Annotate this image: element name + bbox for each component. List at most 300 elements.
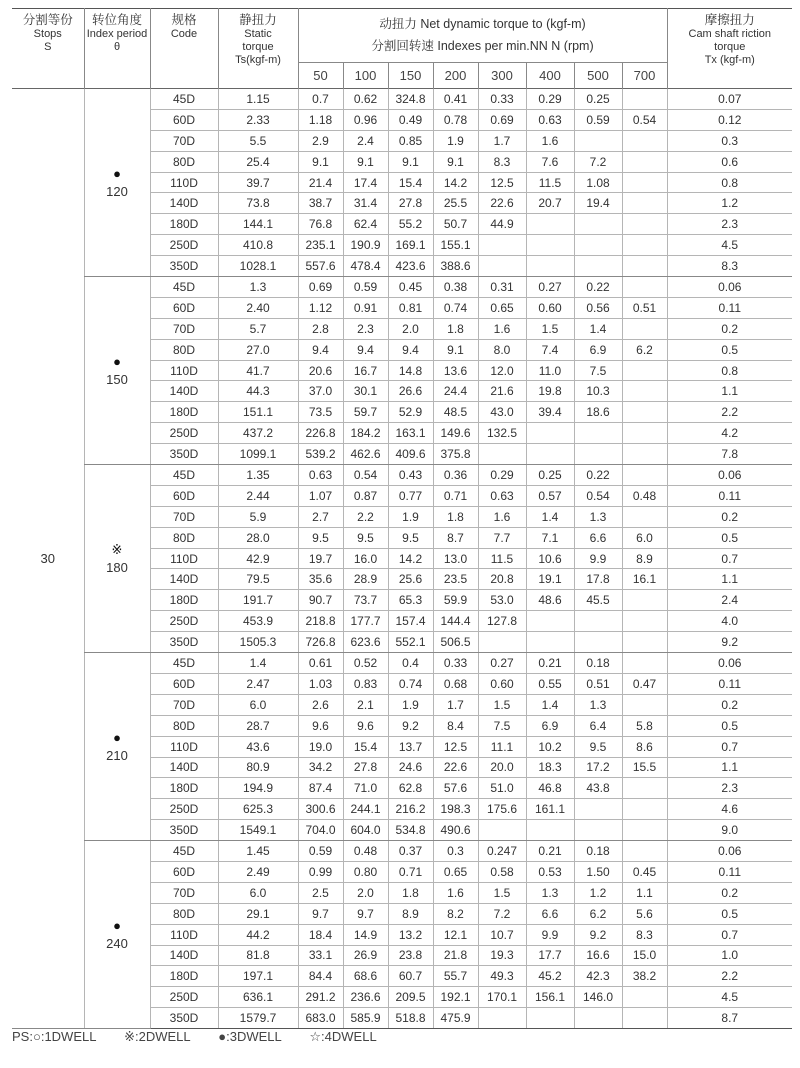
dynamic-torque-cell: 10.6: [526, 548, 574, 569]
dynamic-torque-cell: 25.5: [433, 193, 478, 214]
dynamic-torque-cell: 87.4: [298, 778, 343, 799]
code-cell: 350D: [150, 256, 218, 277]
friction-torque-cell: 0.06: [667, 653, 792, 674]
code-cell: 110D: [150, 172, 218, 193]
dynamic-torque-cell: 1.18: [298, 109, 343, 130]
dynamic-torque-cell: 59.7: [343, 402, 388, 423]
friction-torque-cell: 9.0: [667, 820, 792, 841]
dynamic-torque-cell: 127.8: [478, 611, 526, 632]
index-period-value: 150: [106, 371, 128, 387]
code-cell: 350D: [150, 820, 218, 841]
legend: [12, 1029, 401, 1045]
dynamic-torque-cell: 0.18: [574, 841, 622, 862]
static-torque-cell: 1028.1: [218, 256, 298, 277]
dynamic-torque-cell: 0.31: [478, 277, 526, 298]
dynamic-torque-cell: 1.5: [478, 882, 526, 903]
dynamic-torque-cell: 0.57: [526, 485, 574, 506]
dynamic-torque-cell: 6.2: [622, 339, 667, 360]
dynamic-torque-cell: 557.6: [298, 256, 343, 277]
dynamic-torque-cell: 0.37: [388, 841, 433, 862]
speed-header: 150: [388, 63, 433, 89]
dynamic-torque-cell: [526, 1008, 574, 1029]
dynamic-torque-cell: 0.53: [526, 861, 574, 882]
dynamic-torque-cell: [622, 214, 667, 235]
dynamic-torque-cell: 44.9: [478, 214, 526, 235]
dynamic-torque-cell: 1.4: [526, 694, 574, 715]
dynamic-torque-cell: [622, 89, 667, 110]
dynamic-torque-cell: 45.2: [526, 966, 574, 987]
dynamic-torque-cell: 24.4: [433, 381, 478, 402]
dynamic-torque-cell: [622, 172, 667, 193]
dynamic-torque-cell: 0.21: [526, 653, 574, 674]
dynamic-torque-cell: 2.5: [298, 882, 343, 903]
dynamic-torque-cell: 1.8: [433, 318, 478, 339]
code-cell: 250D: [150, 235, 218, 256]
friction-torque-cell: 7.8: [667, 444, 792, 465]
dynamic-torque-cell: 7.5: [574, 360, 622, 381]
dynamic-torque-cell: 15.4: [343, 736, 388, 757]
friction-torque-cell: 1.1: [667, 757, 792, 778]
dynamic-torque-cell: 190.9: [343, 235, 388, 256]
dynamic-torque-cell: 0.63: [526, 109, 574, 130]
dynamic-torque-cell: 38.2: [622, 966, 667, 987]
dynamic-torque-cell: [622, 444, 667, 465]
dynamic-torque-cell: 9.5: [343, 527, 388, 548]
dynamic-torque-cell: 48.6: [526, 590, 574, 611]
dynamic-torque-cell: 475.9: [433, 1008, 478, 1029]
code-cell: 80D: [150, 527, 218, 548]
dynamic-torque-cell: [478, 1008, 526, 1029]
friction-torque-cell: 0.5: [667, 715, 792, 736]
dynamic-torque-cell: 1.9: [388, 694, 433, 715]
dynamic-torque-cell: 37.0: [298, 381, 343, 402]
dynamic-torque-cell: [478, 235, 526, 256]
dynamic-torque-cell: 0.63: [298, 465, 343, 486]
dynamic-torque-cell: 0.54: [343, 465, 388, 486]
friction-torque-cell: 1.1: [667, 381, 792, 402]
static-torque-cell: 1579.7: [218, 1008, 298, 1029]
friction-torque-cell: 0.06: [667, 841, 792, 862]
dynamic-torque-cell: 1.6: [526, 130, 574, 151]
dynamic-torque-cell: 9.1: [298, 151, 343, 172]
dynamic-torque-cell: 73.5: [298, 402, 343, 423]
dynamic-torque-cell: 216.2: [388, 799, 433, 820]
static-torque-cell: 2.40: [218, 297, 298, 318]
friction-torque-cell: 0.06: [667, 465, 792, 486]
dynamic-torque-cell: 15.0: [622, 945, 667, 966]
dynamic-torque-cell: 9.5: [298, 527, 343, 548]
static-torque-cell: 2.47: [218, 673, 298, 694]
code-cell: 140D: [150, 945, 218, 966]
dynamic-torque-cell: 33.1: [298, 945, 343, 966]
dynamic-torque-cell: 209.5: [388, 987, 433, 1008]
table-row: [12, 841, 792, 862]
code-cell: 60D: [150, 673, 218, 694]
dynamic-torque-cell: 43.8: [574, 778, 622, 799]
dynamic-torque-cell: 726.8: [298, 632, 343, 653]
dynamic-torque-cell: 0.96: [343, 109, 388, 130]
code-cell: 70D: [150, 694, 218, 715]
dynamic-torque-cell: 506.5: [433, 632, 478, 653]
static-torque-cell: 39.7: [218, 172, 298, 193]
code-cell: 45D: [150, 465, 218, 486]
dynamic-torque-cell: 1.4: [526, 506, 574, 527]
friction-torque-cell: 8.7: [667, 1008, 792, 1029]
dynamic-torque-cell: 8.3: [478, 151, 526, 172]
dynamic-torque-cell: 585.9: [343, 1008, 388, 1029]
static-torque-cell: 80.9: [218, 757, 298, 778]
friction-torque-cell: 2.3: [667, 778, 792, 799]
dynamic-torque-cell: 0.80: [343, 861, 388, 882]
static-torque-cell: 636.1: [218, 987, 298, 1008]
dynamic-torque-cell: 0.87: [343, 485, 388, 506]
dynamic-torque-cell: 53.0: [478, 590, 526, 611]
table-row: [12, 465, 792, 486]
dynamic-torque-cell: 20.0: [478, 757, 526, 778]
friction-torque-cell: 0.2: [667, 694, 792, 715]
code-cell: 45D: [150, 841, 218, 862]
speed-header: 500: [574, 63, 622, 89]
dynamic-torque-cell: 13.6: [433, 360, 478, 381]
dynamic-torque-cell: 0.59: [298, 841, 343, 862]
dynamic-torque-cell: 218.8: [298, 611, 343, 632]
static-torque-cell: 453.9: [218, 611, 298, 632]
dynamic-torque-cell: 161.1: [526, 799, 574, 820]
dynamic-torque-cell: 0.85: [388, 130, 433, 151]
friction-torque-cell: 0.07: [667, 89, 792, 110]
dynamic-torque-cell: 0.78: [433, 109, 478, 130]
dynamic-torque-cell: 17.2: [574, 757, 622, 778]
dynamic-torque-cell: 177.7: [343, 611, 388, 632]
dynamic-torque-cell: 13.7: [388, 736, 433, 757]
dynamic-torque-cell: 0.54: [574, 485, 622, 506]
dynamic-torque-cell: 7.2: [574, 151, 622, 172]
dynamic-torque-cell: 462.6: [343, 444, 388, 465]
index-period-cell: [84, 465, 150, 653]
dynamic-torque-cell: [526, 214, 574, 235]
dynamic-torque-cell: 55.2: [388, 214, 433, 235]
dynamic-torque-cell: 46.8: [526, 778, 574, 799]
dynamic-torque-cell: 11.5: [478, 548, 526, 569]
dynamic-torque-cell: 170.1: [478, 987, 526, 1008]
dynamic-torque-cell: 236.6: [343, 987, 388, 1008]
dynamic-torque-cell: 0.25: [574, 89, 622, 110]
dynamic-torque-cell: 0.45: [622, 861, 667, 882]
dynamic-torque-cell: 0.68: [433, 673, 478, 694]
static-torque-cell: 1505.3: [218, 632, 298, 653]
dynamic-torque-cell: 9.5: [388, 527, 433, 548]
dynamic-torque-cell: 14.9: [343, 924, 388, 945]
dynamic-torque-cell: 71.0: [343, 778, 388, 799]
dynamic-torque-cell: 388.6: [433, 256, 478, 277]
dynamic-torque-cell: [622, 799, 667, 820]
dynamic-torque-cell: 1.12: [298, 297, 343, 318]
dynamic-torque-cell: [526, 820, 574, 841]
dynamic-torque-cell: 9.1: [343, 151, 388, 172]
dynamic-torque-cell: 9.5: [574, 736, 622, 757]
dynamic-torque-cell: 12.0: [478, 360, 526, 381]
reference-mark-icon: ※: [111, 541, 123, 557]
dynamic-torque-cell: 73.7: [343, 590, 388, 611]
dynamic-torque-cell: 0.29: [526, 89, 574, 110]
dynamic-torque-cell: 18.3: [526, 757, 574, 778]
dynamic-torque-cell: 19.0: [298, 736, 343, 757]
static-torque-cell: 5.5: [218, 130, 298, 151]
friction-torque-cell: 4.0: [667, 611, 792, 632]
dynamic-torque-cell: 155.1: [433, 235, 478, 256]
dynamic-torque-cell: 0.27: [526, 277, 574, 298]
static-torque-cell: 5.9: [218, 506, 298, 527]
static-torque-cell: 44.2: [218, 924, 298, 945]
friction-torque-cell: 4.6: [667, 799, 792, 820]
legend-label: :1DWELL: [40, 1029, 97, 1044]
friction-torque-cell: 0.5: [667, 339, 792, 360]
dynamic-torque-cell: [622, 360, 667, 381]
dynamic-torque-cell: 534.8: [388, 820, 433, 841]
table-row: [12, 89, 792, 110]
dynamic-torque-cell: 0.69: [298, 277, 343, 298]
dynamic-torque-cell: 6.6: [574, 527, 622, 548]
code-cell: 70D: [150, 882, 218, 903]
dynamic-torque-cell: 39.4: [526, 402, 574, 423]
dynamic-torque-cell: 6.4: [574, 715, 622, 736]
dynamic-torque-cell: 0.65: [478, 297, 526, 318]
dynamic-torque-cell: 55.7: [433, 966, 478, 987]
static-torque-header: 静扭力 Static torque Ts(kgf-m): [218, 9, 298, 89]
dynamic-torque-cell: 8.9: [388, 903, 433, 924]
dynamic-torque-cell: 14.2: [388, 548, 433, 569]
code-cell: 80D: [150, 903, 218, 924]
code-cell: 60D: [150, 109, 218, 130]
dynamic-torque-cell: 169.1: [388, 235, 433, 256]
dynamic-torque-cell: 375.8: [433, 444, 478, 465]
dynamic-torque-cell: [622, 277, 667, 298]
static-torque-cell: 1.15: [218, 89, 298, 110]
dynamic-torque-cell: 9.4: [388, 339, 433, 360]
code-cell: 180D: [150, 590, 218, 611]
friction-torque-cell: 0.11: [667, 673, 792, 694]
dynamic-torque-cell: 0.48: [343, 841, 388, 862]
friction-torque-cell: 0.7: [667, 924, 792, 945]
dynamic-torque-cell: [574, 1008, 622, 1029]
dynamic-torque-cell: 0.41: [433, 89, 478, 110]
dynamic-torque-cell: 0.22: [574, 465, 622, 486]
dynamic-torque-cell: 21.8: [433, 945, 478, 966]
dynamic-torque-cell: 1.03: [298, 673, 343, 694]
dynamic-torque-cell: 9.1: [433, 151, 478, 172]
dynamic-torque-cell: [574, 611, 622, 632]
dynamic-torque-cell: 0.55: [526, 673, 574, 694]
dynamic-torque-cell: 14.8: [388, 360, 433, 381]
dynamic-torque-cell: 0.27: [478, 653, 526, 674]
dynamic-torque-cell: 12.5: [478, 172, 526, 193]
dynamic-torque-cell: 13.2: [388, 924, 433, 945]
static-torque-cell: 1.45: [218, 841, 298, 862]
dynamic-torque-cell: 62.4: [343, 214, 388, 235]
friction-torque-cell: 9.2: [667, 632, 792, 653]
friction-torque-cell: 2.3: [667, 214, 792, 235]
dynamic-torque-cell: 192.1: [433, 987, 478, 1008]
dynamic-torque-cell: 8.6: [622, 736, 667, 757]
dynamic-torque-cell: 0.45: [388, 277, 433, 298]
dynamic-torque-cell: 19.8: [526, 381, 574, 402]
dynamic-torque-cell: 16.0: [343, 548, 388, 569]
dynamic-torque-cell: 2.9: [298, 130, 343, 151]
dynamic-torque-cell: 175.6: [478, 799, 526, 820]
dynamic-torque-cell: 49.3: [478, 966, 526, 987]
friction-torque-cell: 0.06: [667, 277, 792, 298]
friction-torque-cell: 2.2: [667, 966, 792, 987]
dynamic-torque-cell: 2.7: [298, 506, 343, 527]
dynamic-torque-cell: [526, 256, 574, 277]
dynamic-torque-cell: 0.3: [433, 841, 478, 862]
dynamic-torque-cell: 300.6: [298, 799, 343, 820]
dynamic-torque-cell: 59.9: [433, 590, 478, 611]
code-cell: 140D: [150, 193, 218, 214]
code-cell: 180D: [150, 778, 218, 799]
dynamic-torque-cell: 0.43: [388, 465, 433, 486]
dynamic-torque-cell: [622, 465, 667, 486]
dynamic-torque-cell: 9.2: [574, 924, 622, 945]
friction-torque-cell: 1.0: [667, 945, 792, 966]
index-period-value: 210: [106, 747, 128, 763]
code-cell: 70D: [150, 130, 218, 151]
dynamic-torque-cell: 149.6: [433, 423, 478, 444]
dynamic-torque-cell: 226.8: [298, 423, 343, 444]
dynamic-torque-cell: 13.0: [433, 548, 478, 569]
dynamic-torque-cell: 0.77: [388, 485, 433, 506]
dynamic-torque-cell: 0.81: [388, 297, 433, 318]
dynamic-torque-cell: [526, 235, 574, 256]
dynamic-torque-cell: 0.60: [526, 297, 574, 318]
dynamic-torque-cell: 7.7: [478, 527, 526, 548]
dynamic-torque-cell: 0.52: [343, 653, 388, 674]
dynamic-torque-cell: 1.2: [574, 882, 622, 903]
code-cell: 80D: [150, 715, 218, 736]
dynamic-torque-cell: 0.56: [574, 297, 622, 318]
dynamic-torque-cell: 1.3: [574, 694, 622, 715]
dynamic-torque-cell: 7.2: [478, 903, 526, 924]
dynamic-torque-cell: 2.3: [343, 318, 388, 339]
dynamic-torque-cell: 0.22: [574, 277, 622, 298]
filled-circle-icon: ●: [113, 165, 121, 181]
static-torque-cell: 197.1: [218, 966, 298, 987]
friction-torque-cell: 0.3: [667, 130, 792, 151]
dynamic-torque-cell: 17.7: [526, 945, 574, 966]
friction-torque-cell: 0.8: [667, 172, 792, 193]
code-cell: 250D: [150, 987, 218, 1008]
static-torque-cell: 437.2: [218, 423, 298, 444]
friction-torque-cell: 0.5: [667, 903, 792, 924]
static-torque-cell: 625.3: [218, 799, 298, 820]
dynamic-torque-cell: 50.7: [433, 214, 478, 235]
friction-torque-cell: 0.2: [667, 882, 792, 903]
dynamic-torque-cell: 52.9: [388, 402, 433, 423]
dynamic-torque-cell: 9.7: [343, 903, 388, 924]
dynamic-torque-cell: 6.9: [526, 715, 574, 736]
static-torque-cell: 2.44: [218, 485, 298, 506]
static-torque-cell: 151.1: [218, 402, 298, 423]
dynamic-torque-cell: 5.6: [622, 903, 667, 924]
dynamic-torque-cell: 1.9: [388, 506, 433, 527]
code-cell: 180D: [150, 214, 218, 235]
dynamic-torque-cell: 5.8: [622, 715, 667, 736]
static-torque-cell: 2.49: [218, 861, 298, 882]
dynamic-torque-cell: 31.4: [343, 193, 388, 214]
dynamic-torque-cell: [622, 318, 667, 339]
dynamic-torque-cell: 15.4: [388, 172, 433, 193]
dynamic-torque-cell: [622, 151, 667, 172]
dynamic-torque-cell: 9.1: [388, 151, 433, 172]
friction-torque-cell: 0.7: [667, 736, 792, 757]
dynamic-torque-cell: 552.1: [388, 632, 433, 653]
static-torque-cell: 25.4: [218, 151, 298, 172]
code-cell: 60D: [150, 861, 218, 882]
friction-torque-cell: 0.6: [667, 151, 792, 172]
legend-item: [33, 1029, 97, 1044]
index-period-cell: [84, 841, 150, 1029]
dynamic-torque-cell: 20.8: [478, 569, 526, 590]
dynamic-torque-cell: [478, 256, 526, 277]
dynamic-torque-cell: 10.3: [574, 381, 622, 402]
dynamic-torque-cell: 6.2: [574, 903, 622, 924]
dynamic-torque-cell: 0.33: [478, 89, 526, 110]
static-torque-cell: 73.8: [218, 193, 298, 214]
dynamic-torque-cell: 65.3: [388, 590, 433, 611]
dynamic-torque-cell: 0.59: [343, 277, 388, 298]
dynamic-torque-cell: [622, 381, 667, 402]
static-torque-cell: 43.6: [218, 736, 298, 757]
dynamic-torque-cell: 9.9: [574, 548, 622, 569]
dynamic-torque-cell: 0.99: [298, 861, 343, 882]
code-cell: 140D: [150, 381, 218, 402]
index-period-value: 240: [106, 935, 128, 951]
dynamic-torque-cell: 18.6: [574, 402, 622, 423]
friction-torque-cell: 8.3: [667, 256, 792, 277]
dynamic-torque-cell: 0.61: [298, 653, 343, 674]
static-torque-cell: 81.8: [218, 945, 298, 966]
code-cell: 110D: [150, 548, 218, 569]
code-cell: 180D: [150, 402, 218, 423]
code-cell: 80D: [150, 151, 218, 172]
dynamic-torque-cell: [622, 841, 667, 862]
code-cell: 110D: [150, 924, 218, 945]
dynamic-torque-cell: 0.38: [433, 277, 478, 298]
dynamic-torque-cell: 0.71: [433, 485, 478, 506]
dynamic-torque-cell: 1.8: [388, 882, 433, 903]
dynamic-torque-cell: 539.2: [298, 444, 343, 465]
legend-item: [309, 1029, 376, 1044]
dynamic-torque-cell: 0.83: [343, 673, 388, 694]
dynamic-torque-cell: 24.6: [388, 757, 433, 778]
friction-torque-cell: 0.2: [667, 318, 792, 339]
dynamic-torque-cell: 198.3: [433, 799, 478, 820]
dynamic-torque-cell: 0.47: [622, 673, 667, 694]
dynamic-torque-cell: 1.7: [478, 130, 526, 151]
dynamic-torque-cell: 478.4: [343, 256, 388, 277]
dynamic-torque-cell: 57.6: [433, 778, 478, 799]
dynamic-torque-cell: 48.5: [433, 402, 478, 423]
dynamic-torque-cell: 291.2: [298, 987, 343, 1008]
dynamic-torque-cell: 235.1: [298, 235, 343, 256]
dynamic-torque-cell: 9.6: [298, 715, 343, 736]
speed-header: 300: [478, 63, 526, 89]
static-torque-cell: 191.7: [218, 590, 298, 611]
dynamic-torque-cell: [478, 820, 526, 841]
dynamic-torque-cell: 7.5: [478, 715, 526, 736]
dynamic-torque-cell: 2.6: [298, 694, 343, 715]
filled-circle-icon: ●: [218, 1029, 227, 1044]
